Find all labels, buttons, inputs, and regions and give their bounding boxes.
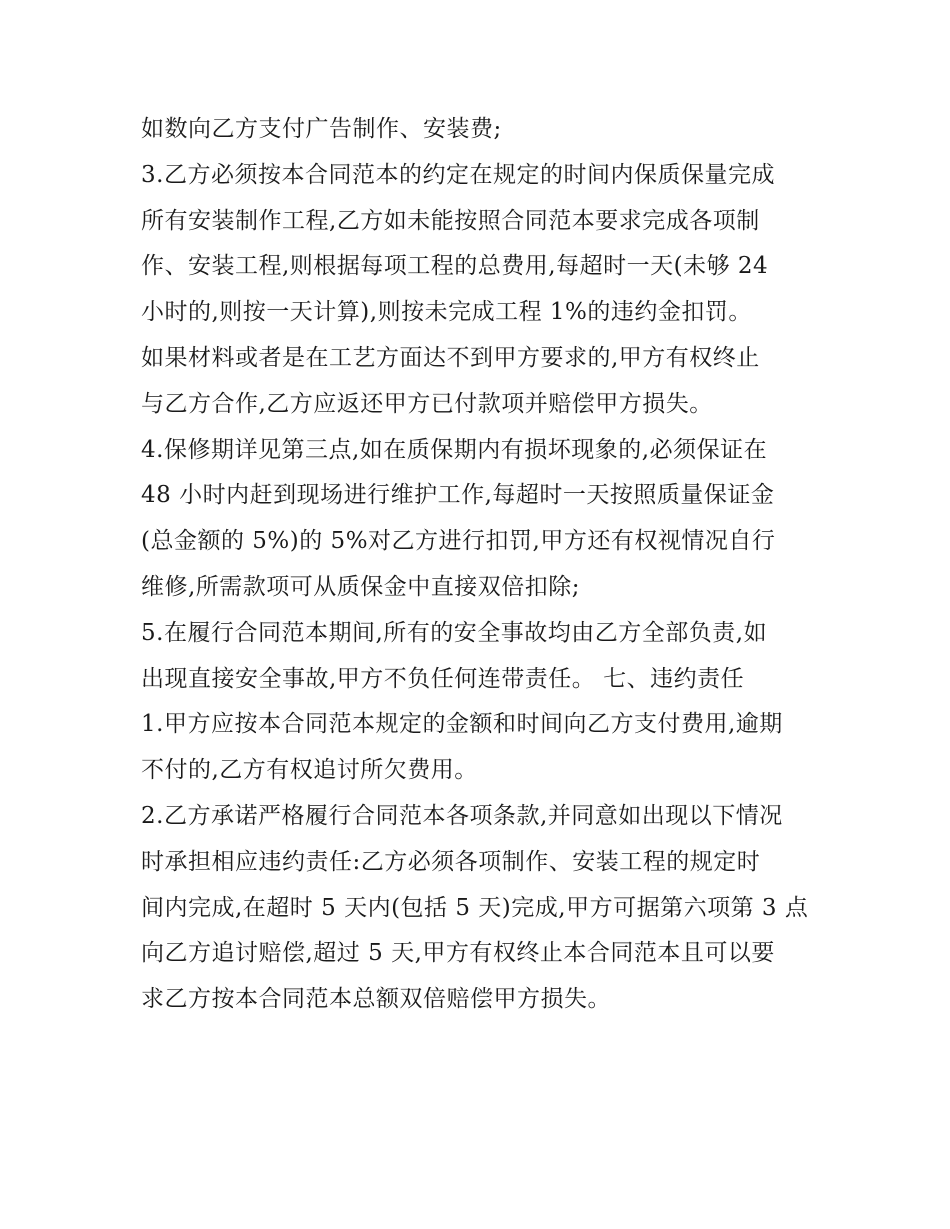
text-line: 2.乙方承诺严格履行合同范本各项条款,并同意如出现以下情况 [141,802,783,829]
text-line: 1.甲方应按本合同范本规定的金额和时间向乙方支付费用,逾期 [141,711,783,738]
text-line: 5.在履行合同范本期间,所有的安全事故均由乙方全部负责,如 [141,619,768,646]
text-line: 如果材料或者是在工艺方面达不到甲方要求的,甲方有权终止 [141,344,760,371]
text-line: 48 小时内赶到现场进行维护工作,每超时一天按照质量保证金 [141,482,775,509]
text-line: 3.乙方必须按本合同范本的约定在规定的时间内保质保量完成 [141,161,775,188]
contract-text [141,107,821,1023]
text-line: (总金额的 5%)的 5%对乙方进行扣罚,甲方还有权视情况自行 [141,528,776,555]
text-line: 时承担相应违约责任:乙方必须各项制作、安装工程的规定时 [141,848,761,875]
text-line: 作、安装工程,则根据每项工程的总费用,每超时一天(未够 24 [141,253,769,280]
text-line: 求乙方按本合同范本总额双倍赔偿甲方损失。 [141,986,611,1013]
text-line: 不付的,乙方有权追讨所欠费用。 [141,757,478,784]
text-line: 间内完成,在超时 5 天内(包括 5 天)完成,甲方可据第六项第 3 点 [141,894,809,921]
text-line: 维修,所需款项可从质保金中直接双倍扣除; [141,573,581,600]
text-line: 如数向乙方支付广告制作、安装费; [141,116,502,142]
text-line: 与乙方合作,乙方应返还甲方已付款项并赔偿甲方损失。 [141,390,713,417]
text-line: 所有安装制作工程,乙方如未能按照合同范本要求完成各项制 [141,207,760,234]
text-line: 4.保修期详见第三点,如在质保期内有损坏现象的,必须保证在 [141,436,768,463]
text-line: 小时的,则按一天计算),则按未完成工程 1%的违约金扣罚。 [141,299,752,326]
text-line: 出现直接安全事故,甲方不负任何连带责任。 七、违约责任 [141,665,745,692]
text-line: 向乙方追讨赔偿,超过 5 天,甲方有权终止本合同范本且可以要 [141,940,775,967]
